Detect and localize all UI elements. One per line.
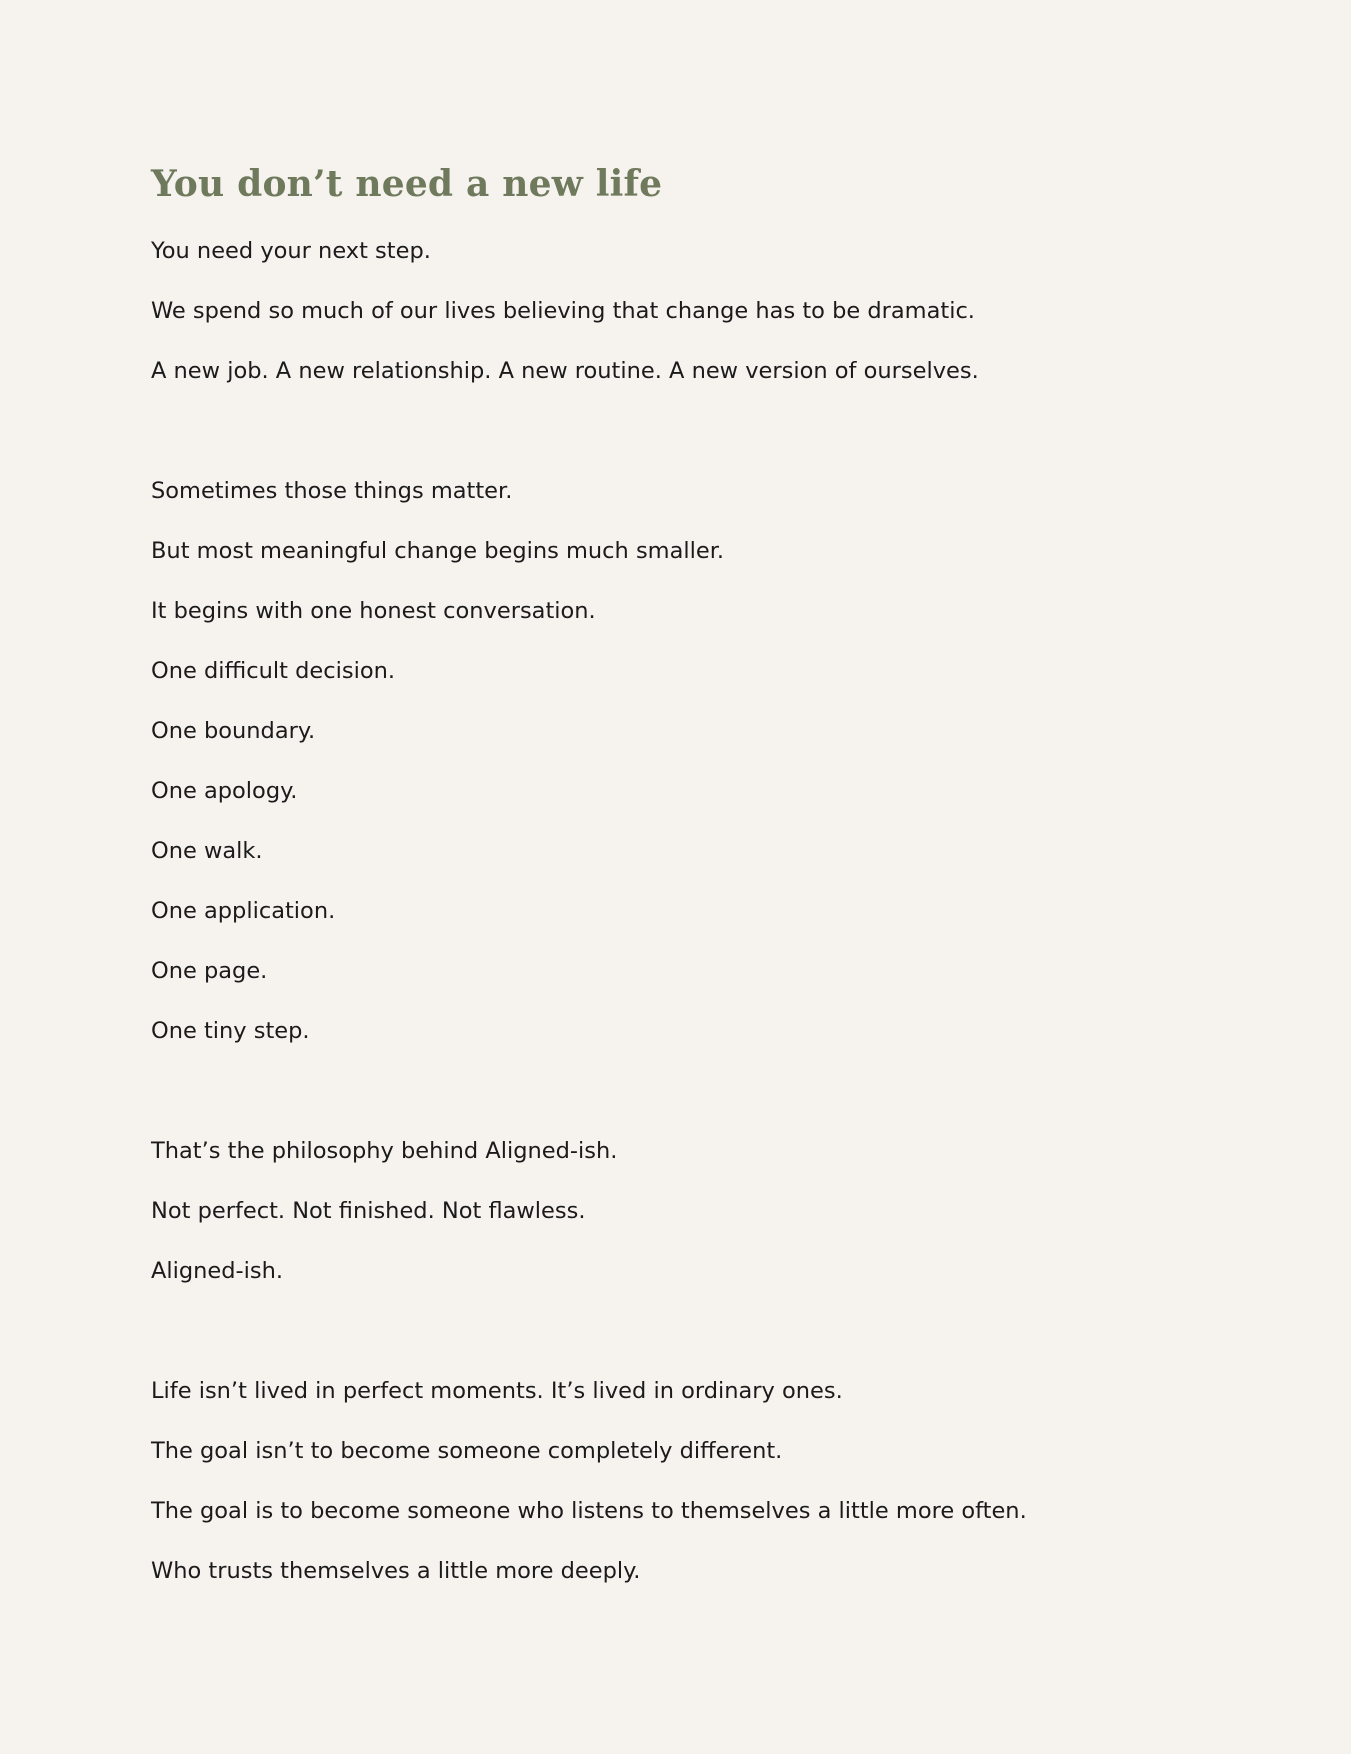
paragraph-line: One boundary.: [151, 718, 316, 744]
paragraph-line: One page.: [151, 958, 268, 984]
paragraph-line: Life isn’t lived in perfect moments. It’s lived in ordinary ones.: [151, 1378, 843, 1404]
paragraph-line: One difficult decision.: [151, 658, 396, 684]
paragraph-line: We spend so much of our lives believing that change has to be dramatic.: [151, 298, 975, 324]
paragraph-line: One walk.: [151, 838, 263, 864]
ordinary-moments-section: [151, 1361, 1201, 1601]
paragraph-line: Aligned-ish.: [151, 1258, 284, 1284]
paragraph-line: The goal isn’t to become someone completely different.: [151, 1438, 783, 1464]
paragraph-line: One tiny step.: [151, 1018, 310, 1044]
paragraph-line: But most meaningful change begins much smaller.: [151, 538, 725, 564]
page-title: You don’t need a new life: [151, 163, 663, 205]
philosophy-section: [151, 1121, 1201, 1301]
intro-section: [151, 221, 1201, 401]
paragraph-line: That’s the philosophy behind Aligned-ish.: [151, 1138, 618, 1164]
paragraph-line: A new job. A new relationship. A new routine. A new version of ourselves.: [151, 358, 979, 384]
paragraph-line: You need your next step.: [151, 238, 431, 264]
paragraph-line: It begins with one honest conversation.: [151, 598, 596, 624]
paragraph-line: One apology.: [151, 778, 298, 804]
small-steps-section: [151, 461, 1201, 1061]
paragraph-line: Who trusts themselves a little more deeply.: [151, 1558, 641, 1584]
paragraph-line: The goal is to become someone who listens to themselves a little more often.: [151, 1498, 1027, 1524]
paragraph-line: Sometimes those things matter.: [151, 478, 513, 504]
article-body: [151, 158, 1201, 1601]
paragraph-line: One application.: [151, 898, 336, 924]
paragraph-line: Not perfect. Not finished. Not flawless.: [151, 1198, 586, 1224]
